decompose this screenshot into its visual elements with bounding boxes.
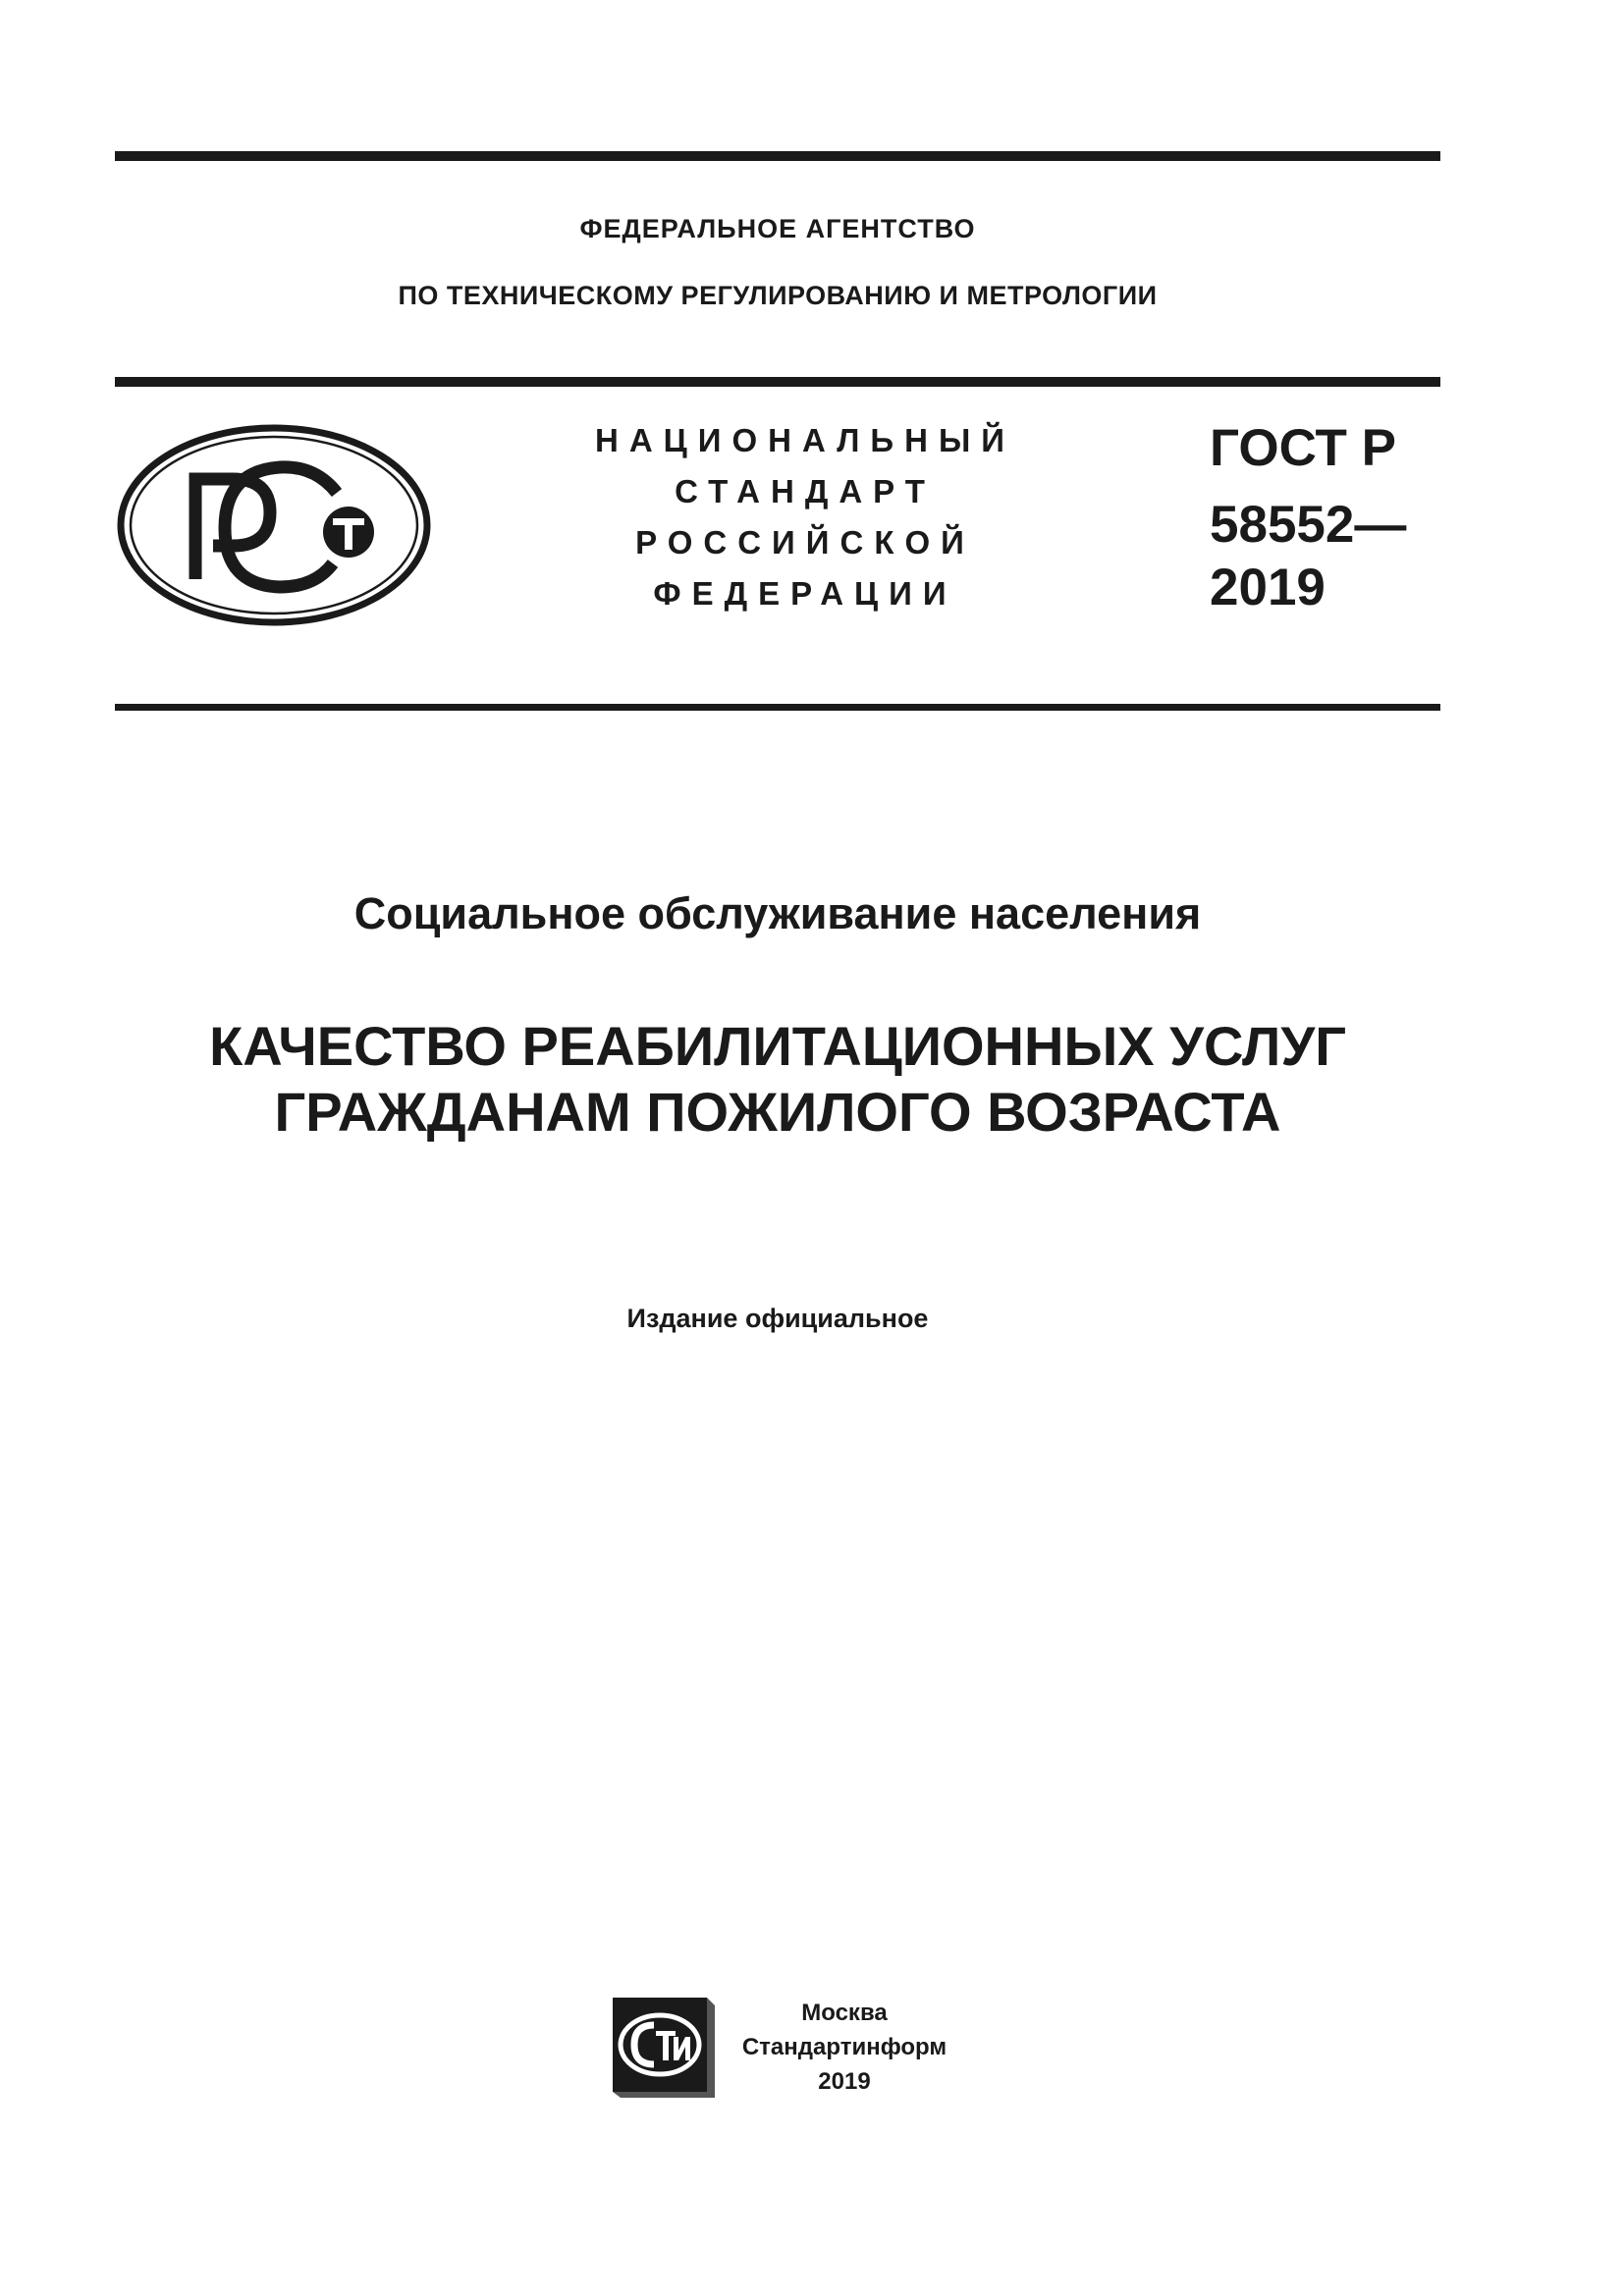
- publisher-city: Москва: [801, 2000, 888, 2026]
- gost-code-line3: 2019: [1210, 559, 1326, 616]
- gost-code-line2: 58552—: [1210, 496, 1407, 554]
- edition-label: Издание официальное: [626, 1304, 929, 1333]
- national-standard-line2: СТАНДАРТ: [675, 473, 936, 509]
- national-standard-line4: ФЕДЕРАЦИИ: [653, 575, 957, 612]
- standard-rule: [115, 704, 1440, 711]
- national-standard-line1: НАЦИОНАЛЬНЫЙ: [595, 422, 1015, 458]
- top-rule: [115, 151, 1440, 161]
- publisher-year: 2019: [818, 2068, 871, 2095]
- gost-code-line1: ГОСТ Р: [1210, 419, 1396, 477]
- document-subtitle: Социальное обслуживание населения: [353, 888, 1202, 938]
- agency-name-line2: ПО ТЕХНИЧЕСКОМУ РЕГУЛИРОВАНИЮ И МЕТРОЛОГИИ: [398, 281, 1158, 310]
- agency-name-line1: ФЕДЕРАЛЬНОЕ АГЕНТСТВО: [579, 214, 976, 243]
- publisher-name: Стандартинформ: [741, 2034, 947, 2060]
- national-standard-line3: РОССИЙСКОЙ: [635, 524, 975, 561]
- header-rule: [115, 377, 1440, 387]
- rst-logo-icon: [115, 422, 434, 628]
- document-title-line2: ГРАЖДАНАМ ПОЖИЛОГО ВОЗРАСТА: [274, 1081, 1281, 1143]
- standartinform-logo-icon: [611, 1996, 716, 2099]
- document-title-line1: КАЧЕСТВО РЕАБИЛИТАЦИОННЫХ УСЛУГ: [209, 1015, 1346, 1077]
